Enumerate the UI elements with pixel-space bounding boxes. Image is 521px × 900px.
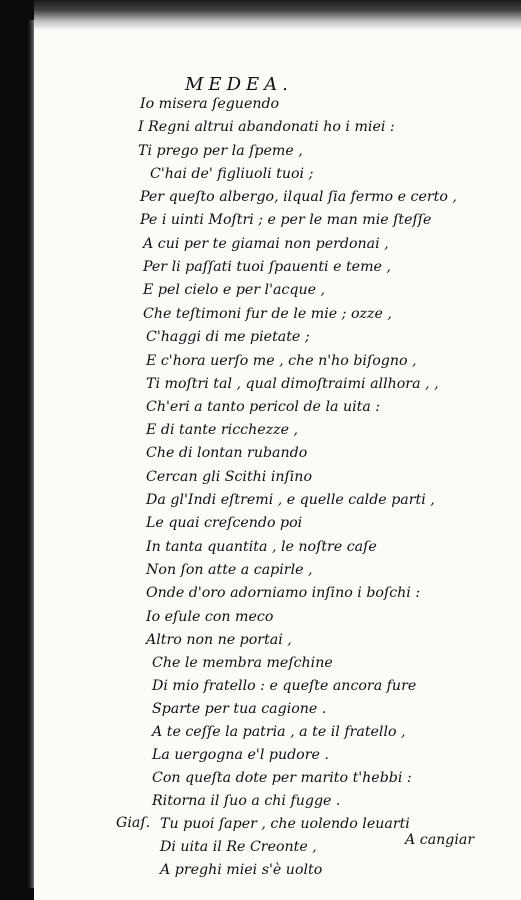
verse-line: Non ſon atte a capirle , bbox=[146, 562, 313, 578]
verse-line: Altro non ne portai , bbox=[146, 632, 292, 648]
verse-line: Che di lontan rubando bbox=[146, 445, 308, 461]
verse-line: Io eſule con meco bbox=[146, 609, 274, 625]
verse-line: Ti prego per la ſpeme , bbox=[138, 143, 303, 159]
verse-line: Io misera ſeguendo bbox=[140, 96, 280, 112]
verse-line: Pe i uinti Moſtri ; e per le man mie ſteſſe bbox=[140, 212, 432, 228]
catchword: A cangiar bbox=[405, 832, 475, 848]
verse-line: Di mio fratello : e queſte ancora fure bbox=[152, 678, 417, 694]
verse-line: I Regni altrui abandonati ho i miei : bbox=[138, 119, 395, 135]
verse-line: C'haggi di me pietate ; bbox=[146, 329, 310, 345]
verse-line: Sparte per tua cagione . bbox=[152, 701, 327, 717]
verse-line: Onde d'oro adorniamo inſino i boſchi : bbox=[146, 585, 421, 601]
verse-line: Per li paſſati tuoi ſpauenti e teme , bbox=[143, 259, 391, 275]
verse-line: Che le membra meſchine bbox=[152, 655, 333, 671]
verse-line: A te ceſſe la patria , a te il fratello , bbox=[152, 724, 406, 740]
verse-line: Tu puoi ſaper , che uolendo leuarti bbox=[160, 816, 410, 832]
page-top-shadow bbox=[34, 0, 521, 30]
verse-line: Con queſta dote per marito t'hebbi : bbox=[152, 770, 412, 786]
verse-line: Di uita il Re Creonte , bbox=[160, 839, 317, 855]
verse-line: A preghi miei s'è uolto bbox=[160, 862, 323, 878]
verse-line: Che teſtimoni fur de le mie ; ozze , bbox=[143, 306, 392, 322]
verse-line: E c'hora uerſo me , che n'ho biſogno , bbox=[146, 353, 417, 369]
verse-line: Ritorna il ſuo a chi fugge . bbox=[152, 793, 341, 809]
verse-line: C'hai de' figliuoli tuoi ; bbox=[150, 166, 314, 182]
verse-line: A cui per te giamai non perdonai , bbox=[143, 236, 389, 252]
verse-line: E di tante ricchezze , bbox=[146, 422, 299, 438]
verse-line: Le quai creſcendo poi bbox=[146, 515, 303, 531]
verse-line: Ti moſtri tal , qual dimoſtraimi allhora , , bbox=[146, 376, 439, 392]
verse-line: Cercan gli Scithi inſino bbox=[146, 469, 312, 485]
speaker-label: Giaſ. bbox=[116, 815, 151, 831]
running-header: MEDEA. bbox=[185, 74, 293, 95]
verse-line: In tanta quantita , le noſtre caſe bbox=[146, 539, 377, 555]
verse-line: Da gl'Indi eſtremi , e quelle calde parti , bbox=[146, 492, 435, 508]
verse-line: Per queſto albergo, ilqual ſia fermo e certo , bbox=[140, 189, 457, 205]
verse-line: La uergogna e'l pudore . bbox=[152, 747, 329, 763]
verse-line: E pel cielo e per l'acque , bbox=[143, 282, 326, 298]
verse-line: Ch'eri a tanto pericol de la uita : bbox=[146, 399, 381, 415]
